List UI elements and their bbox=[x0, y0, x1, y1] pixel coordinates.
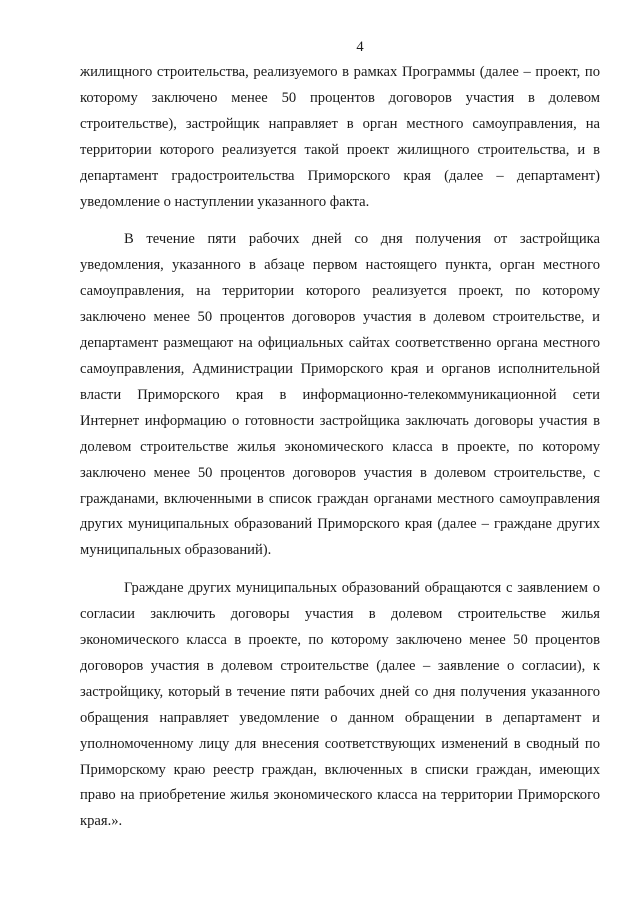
paragraph-citizens-application: Граждане других муниципальных образований обращаются с заявлением о согласии заключить договоры участия в долевом строительстве жилья экономического класса в проекте, по которому заключено менее 50 процентов договоров участия в долевом строительстве (далее – заявление о согласии), к застройщику, который в течение пяти рабочих дней со дня получения указанного обращения направляет уведомление о данном обращении в департамент и уполномоченному лицу для внесения соответствующих изменений в сводный по Приморскому краю реестр граждан, включенных в списки граждан, имеющих право на приобретение жилья экономического класса на территории Приморского края.». bbox=[80, 580, 600, 830]
page-number: 4 bbox=[356, 39, 364, 55]
paragraph-gap bbox=[80, 564, 600, 576]
paragraph-publication: В течение пяти рабочих дней со дня получения от застройщика уведомления, указанного в абзаце первом настоящего пункта, орган местного самоуправления, на территории которого реализуется проект, по которому заключено менее 50 процентов договоров участия в долевом строительстве, и департамент размещают на официальных сайтах соответственно органа местного самоуправления, Администрации Приморского края и органов исполнительной власти Приморского края в информационно-телекоммуникационной сети Интернет информацию о готовности застройщика заключать договоры участия в долевом строительстве жилья экономического класса в проекте, по которому заключено менее 50 процентов договоров участия в долевом строительстве, с гражданами, включенными в список граждан органами местного самоуправления других муниципальных образований Приморского края (далее – граждане других муниципальных образований). bbox=[80, 231, 600, 559]
paragraph-gap bbox=[80, 215, 600, 227]
paragraph-continuation: жилищного строительства, реализуемого в рамках Программы (далее – проект, по которому заключено менее 50 процентов договоров участия в долевом строительстве), застройщик направляет в орган местного самоуправления, на территории которого реализуется такой проект жилищного строительства, и в департамент градостроительства Приморского края (далее – департамент) уведомление о наступлении указанного факта. bbox=[80, 64, 600, 210]
